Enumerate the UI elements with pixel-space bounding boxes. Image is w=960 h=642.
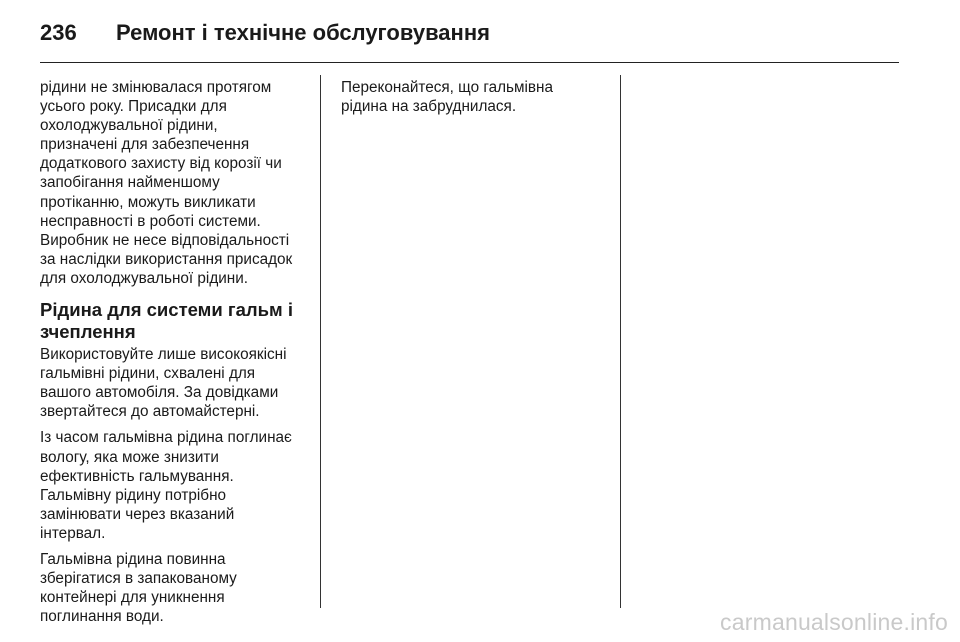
text-line: запобігання найменшому	[40, 174, 220, 192]
text-line: призначені для забезпечення	[40, 136, 250, 154]
column-divider	[620, 75, 621, 608]
text-line: несправності в роботі системи.	[40, 212, 261, 230]
text-line: інтервал.	[40, 524, 106, 542]
text-line: Переконайтеся, що гальмівна	[341, 79, 553, 96]
text-line: Використовуйте лише високоякісні	[40, 346, 287, 364]
header-rule	[40, 62, 899, 63]
brake-fluid-paragraph-2	[40, 428, 308, 543]
section-heading-brake-fluid	[40, 299, 308, 343]
text-line: Гальмівна рідина повинна	[40, 550, 226, 568]
text-line: Гальмівну рідину потрібно	[40, 486, 227, 504]
page-title: Ремонт і технічне обслуговування	[116, 20, 490, 45]
text-line: вашого автомобіля. За довідками	[40, 384, 279, 402]
page-number: 236	[40, 20, 77, 45]
text-line: усього року. Присадки для	[40, 98, 227, 116]
text-line: додаткового захисту від корозії чи	[40, 155, 282, 173]
text-line: рідина на забруднилася.	[341, 98, 517, 116]
text-line: поглинання води.	[40, 608, 164, 626]
right-column	[341, 78, 609, 123]
text-line: ефективність гальмування.	[40, 467, 234, 485]
brake-fluid-paragraph-1	[40, 345, 308, 421]
left-column	[40, 78, 308, 633]
text-line: зберігатися в запакованому	[40, 570, 237, 588]
text-line: контейнері для уникнення	[40, 589, 225, 607]
text-line: Виробник не несе відповідальності	[40, 231, 290, 249]
text-line: Із часом гальмівна рідина поглинає	[40, 429, 292, 447]
text-line: звертайтеся до автомайстерні.	[40, 403, 260, 421]
text-line: за наслідки використання присадок	[40, 250, 293, 268]
column-divider	[320, 75, 321, 608]
page-header	[40, 16, 490, 50]
text-line: замінювати через вказаний	[40, 505, 235, 523]
right-paragraph	[341, 78, 609, 116]
text-line: гальмівні рідини, схвалені для	[40, 365, 256, 383]
text-line: вологу, яка може знизити	[40, 448, 219, 466]
intro-paragraph	[40, 78, 308, 288]
heading-line: Рідина для системи гальм і	[40, 299, 293, 321]
text-line: для охолоджувальної рідини.	[40, 269, 249, 287]
text-line: рідини не змінювалася протягом	[40, 79, 272, 96]
text-line: охолоджувальної рідини,	[40, 117, 218, 135]
brake-fluid-paragraph-3	[40, 550, 308, 626]
heading-line: зчеплення	[40, 321, 136, 343]
text-line: протіканню, можуть викликати	[40, 193, 256, 211]
watermark: carmanualsonline.info	[720, 609, 948, 635]
